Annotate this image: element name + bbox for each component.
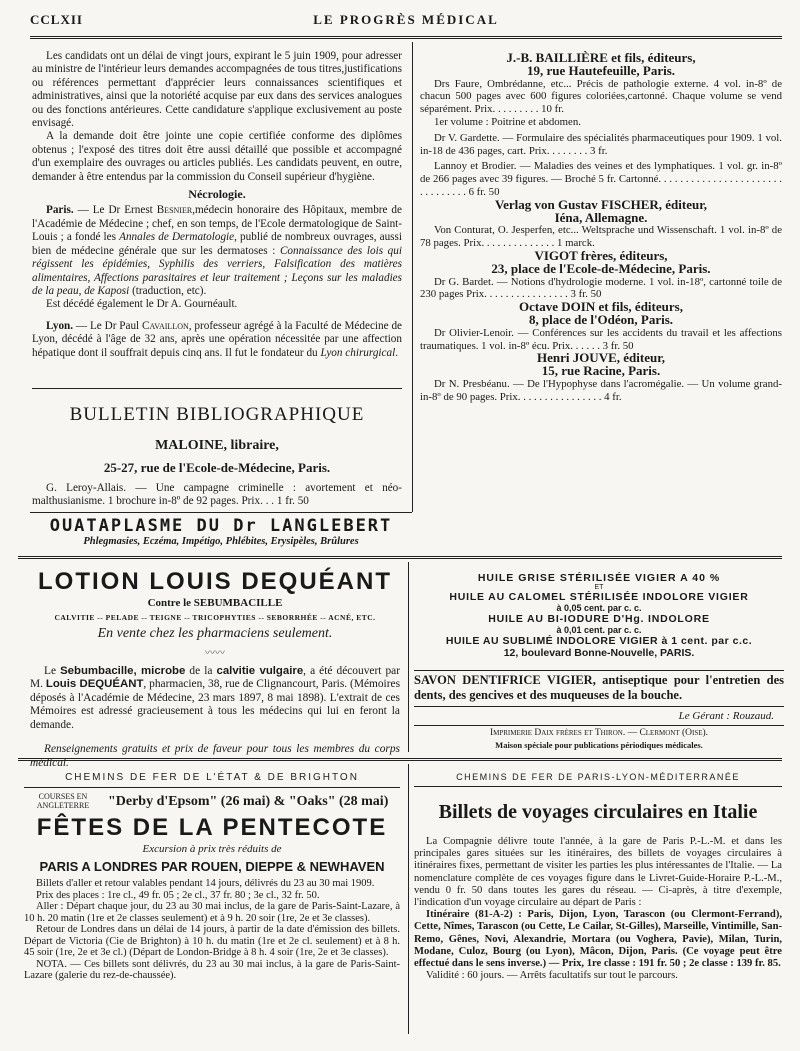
maloine-publisher: MALOINE, libraire, <box>155 438 279 453</box>
vigier-sublime: HUILE AU SUBLIMÉ INDOLORE VIGIER à 1 cent. par c.c. <box>445 635 753 647</box>
vigier-et: ET <box>594 584 604 591</box>
ouataplasme-title: OUATAPLASME DU Dr LANGLEBERT <box>49 516 393 536</box>
etat-brighton-ad <box>24 772 400 982</box>
plm-ad <box>414 772 782 982</box>
fetes-title: FÊTES DE LA PENTECOTE <box>36 814 388 841</box>
doin-address: 8, place de l'Odéon, Paris. <box>528 311 674 327</box>
paris-obituary: Paris. — Le Dr Ernest Besnier,médecin honoraire des Hôpitaux, membre de l'Académie de Médecine ; chef, en son temps, de l'Ecole dermatologique de Saint-Louis ; a fondé les Annales de Dermatologie, publié de nombreux ouvrages, aussi bien de médecine générale que sur les dermatoses : Connaissance des lois qui régissent les épidémies, Syphilis des verriers, Falsification des matières alimentaires, Affections parasitaires et leur traitement ; Leçons sur les maladies de la peau, de Kaposi (traduction, etc). <box>32 204 403 297</box>
lotion-title: LOTION LOUIS DEQUÉANT <box>38 568 392 595</box>
right-column <box>420 52 782 404</box>
plm-railway-title: CHEMINS DE FER DE PARIS-LYON-MÉDITERRANÉE <box>456 772 740 782</box>
etat-railway-title: CHEMINS DE FER DE L'ÉTAT & DE BRIGHTON <box>65 772 359 783</box>
lyon-obituary: Lyon. — Le Dr Paul Cavaillon, professeur agrégé à la Faculté de Médecine de Lyon, décédé à l'âge de 32 ans, après une opération nécessitée par une affection hépatique dont il souffrait depuis cinq ans. Il fut le fondateur du Lyon chirurgical. <box>32 319 402 359</box>
column-divider-top <box>412 42 413 512</box>
maloine-address: 25-27, rue de l'Ecole-de-Médecine, Paris. <box>103 460 331 475</box>
vigier-ad <box>414 572 784 659</box>
lotion-body: Le Sebumbacille, microbe de la calvitie vulgaire, a été découvert par M. Louis DEQUÉANT, pharmacien, 38, rue de Clignancourt, Paris. (Mémoires déposés à l'Académie de Médecine, 23 mars 1897, 8 mai 1898). L'extrait de ces Mémoires est adressé gracieusement à tous les médecins qui lui en feront la demande. <box>30 665 400 731</box>
candidates-paragraph: Les candidats ont un délai de vingt jours, expirant le 5 juin 1909, pour adresser au ministre de l'intérieur leurs demandes accompagnées de tous titres,justifications ou références permettant d'apprécier leurs connaissances scientifiques et administratives, ainsi que la notoriété acquise par eux dans des services analogues ou des fonctions antérieures. Cette candidature s'applique exclusivement au poste envisagé. <box>32 50 402 130</box>
entry-gardette: Dr V. Gardette. — Formulaire des spécialités pharmaceutiques pour 1909. 1 vol. in-18 de 436 pages, cart. Prix. . . . . . . . 3 fr. <box>420 131 782 157</box>
entry-olivier-lenoir: Dr Olivier-Lenoir. — Conférences sur les accidents du travail et les affections traumatiques. 1 vol. in-8º écu. Prix. . . . . . 3 fr. 50 <box>420 326 782 352</box>
vigot-publisher: VIGOT frères, éditeurs, <box>534 247 668 263</box>
lotion-contre: Contre le SEBUMBACILLE <box>147 597 283 609</box>
vigier-huile-grise: HUILE GRISE STÉRILISÉE VIGIER A 40 % <box>477 572 721 584</box>
entry-lannoy: Lannoy et Brodier. — Maladies des veines et des lymphatiques. 1 vol. gr. in-8º de 266 pages avec 39 figures. — Broché 5 fr. Cartonné. . . . . . . . . . . . . . . . . . . . . . . . . . . . . . . . 6 fr. 50 <box>420 160 782 198</box>
railway-separator-rule <box>18 758 782 761</box>
demand-paragraph: A la demande doit être jointe une copie certifiée conforme des diplômes obtenus ; l'exposé des titres doit être aussi détaillé que possible et accompagné d'un exemplaire des ouvrages ou articles publiés. Les candidats peuvent, en outre, demander à être entendus par la commission du Conseil supérieur d'hygiène. <box>32 130 402 183</box>
excursion-line: Excursion à prix très réduits de <box>142 843 282 855</box>
journal-title: LE PROGRÈS MÉDICAL <box>313 12 499 27</box>
header-rule <box>30 36 782 39</box>
entry-conturat: Von Conturat, O. Jesperfen, etc... Weltsprache und Wissenschaft. 1 vol. in-8º de 78 pages. Prix. . . . . . . . . . . . . . 1 marck. <box>420 224 782 250</box>
lotion-vente: En vente chez les pharmaciens seulement. <box>97 626 333 641</box>
maloine-entry: G. Leroy-Allais. — Une campagne criminelle : avortement et néo-malthusianisme. 1 brochure in-8º de 92 pages. Prix. . . 1 fr. 50 <box>32 482 402 508</box>
lotion-ad <box>30 568 400 770</box>
necrology-heading: Nécrologie. <box>188 187 246 202</box>
gourneault-notice: Est décédé également le Dr A. Gournéault. <box>46 298 238 311</box>
gerant-rule <box>414 725 784 726</box>
doin-publisher: Octave DOIN et fils, éditeurs, <box>519 299 683 315</box>
bulletin-heading: BULLETIN BIBLIOGRAPHIQUE <box>69 404 365 425</box>
bailliere-publisher: J.-B. BAILLIÈRE et fils, éditeurs, <box>506 50 696 65</box>
vigier-biiodure: HUILE AU BI-IODURE D'Hg. INDOLORE <box>488 613 710 625</box>
entry-faure: Drs Faure, Ombrédanne, etc... Précis de pathologie externe. 4 vol. in-8º de chacun 500 pages avec 600 figures coloriées,cartonné. Chaque volume se vend séparément. Prix. . . . . . . . . 10 fr. <box>420 77 782 116</box>
imprimerie-line: Imprimerie Daix frères et Thiron. — Clermont (Oise). <box>489 728 709 738</box>
entry-faure-vol1: 1er volume : Poitrine et abdomen. <box>434 115 581 128</box>
bailliere-address: 19, rue Hautefeuille, Paris. <box>526 62 676 78</box>
courses-label: COURSES EN ANGLETERRE <box>36 792 90 810</box>
vigier-address: 12, boulevard Bonne-Nouvelle, PARIS. <box>503 647 695 659</box>
etat-body: Billets d'aller et retour valables pendant 14 jours, délivrés du 23 au 30 mai 1909. Prix des places : 1re cl., 49 fr. 05 ; 2e cl., 37 fr. 80 ; 3e cl., 32 fr. 50. Aller : Départ chaque jour, du 23 au 30 mai inclus, de la gare de Paris-Saint-Lazare, à 10 h. 20 matin (1re et 2e classes seulement) et à 9 h. 20 soir (1re, 2e et 3e classes). Retour de Londres dans un délai de 14 jours, à partir de la date d'émission des billets. Départ de Victoria (Cie de Brighton) à 10 h. du matin (1re et 2e cl. seulement) et à 8 h. 45 soir (1re, 2e et 3e cl.) (Départ de London-Bridge à 8 h. 4 soir (1re, 2e et 3e classes). NOTA. — Ces billets sont délivrés, du 23 au 30 mai inclus, à la gare de Paris-Saint-Lazare (galerie du rez-de-chaussée). <box>24 878 400 981</box>
ad-separator-rule <box>18 556 782 559</box>
jouve-publisher: Henri JOUVE, éditeur, <box>536 350 666 366</box>
lotion-conditions: CALVITIE -- PELADE -- TEIGNE -- TRICOPHYTIES -- SEBORRHÉE -- ACNÉ, ETC. <box>54 613 376 622</box>
jouve-address: 15, rue Racine, Paris. <box>541 363 661 379</box>
vigot-address: 23, place de l'Ecole-de-Médecine, Paris. <box>491 260 711 276</box>
savon-vigier: SAVON DENTIFRICE VIGIER, antiseptique pour l'entretien des dents, des gencives et des muqueuses de la bouche. <box>414 673 784 702</box>
fischer-address: Iéna, Allemagne. <box>554 209 648 225</box>
column-divider-ads <box>408 562 409 752</box>
plm-title: Billets de voyages circulaires en Italie <box>438 801 758 823</box>
plm-body: La Compagnie délivre toute l'année, à la gare de Paris P.-L.-M. et dans les principales gares situées sur les itinéraires, des billets de voyages circulaires à itinéraires fixes, permettant de visiter les parties les plus intéressantes de l'Italie. — La nomenclature complète de ces voyages figure dans le Livret-Guide-Horaire P.-L.-M., vendu 0 fr. 50 dans toutes les gares du réseau. — Ci-après, à titre d'exemple, l'indication d'un voyage circulaire au départ de Paris : Itinéraire (81-A-2) : Paris, Dijon, Lyon, Tarascon (ou Clermont-Ferrand), Cette, Nîmes, Tarascon (ou Cette, Le Cailar, St-Gilles), Marseille, Vintimille, San-Remo, Gênes, Novi, Alexandrie, Mortara (ou Voghera, Pavie), Milan, Turin, Modane, Culoz, Bourg (ou Lyon), Mâcon, Dijon, Paris. (Ce voyage peut être effectué dans le sens inverse.) — Prix, 1re classe : 191 fr. 50 ; 2e classe : 139 fr. 85. Validité : 60 jours. — Arrêts facultatifs sur tout le parcours. <box>414 836 782 982</box>
fischer-publisher: Verlag von Gustav FISCHER, éditeur, <box>494 196 708 212</box>
entry-bardet: Dr G. Bardet. — Notions d'hydrologie moderne. 1 vol. in-18º, cartonné toile de 230 pages Prix. . . . . . . . . . . . . . . . 3 fr. 50 <box>420 275 782 301</box>
gerant-line: Le Gérant : Rouzaud. <box>678 710 774 722</box>
ornament-icon: 〰〰 <box>205 648 225 659</box>
entry-presbeanu: Dr N. Presbéanu. — De l'Hypophyse dans l'acromégalie. — Un volume grand-in-8º de 90 pages. Prix. . . . . . . . . . . . . . . . 4 fr. <box>420 377 782 403</box>
vigier-biiodure-dose: à 0,01 cent. par c. c. <box>556 625 642 635</box>
vigier-calomel: HUILE AU CALOMEL STÉRILISÉE INDOLORE VIGIER <box>449 591 749 603</box>
left-column <box>32 50 402 360</box>
paris-londres-line: PARIS A LONDRES PAR ROUEN, DIEPPE & NEWHAVEN <box>39 859 385 874</box>
imprimerie-subline: Maison spéciale pour publications périodiques médicales. <box>495 740 703 750</box>
page-header <box>30 12 782 32</box>
vigier-rule <box>414 670 784 671</box>
vigier-calomel-dose: à 0,05 cent. par c. c. <box>556 603 642 613</box>
lotion-renseignements: Renseignements gratuits et prix de faveur pour tous les membres du corps médical. <box>30 743 400 769</box>
column-divider-railway <box>408 764 409 1034</box>
ouataplasme-rule-top <box>30 512 412 513</box>
savon-rule <box>414 706 784 707</box>
ouataplasme-subtitle: Phlegmasies, Eczéma, Impétigo, Phlébites, Erysipèles, Brûlures <box>83 536 359 547</box>
page-number: CCLXII <box>30 12 83 27</box>
bulletin-rule <box>32 388 402 389</box>
derby-line: "Derby d'Epsom" (26 mai) & "Oaks" (28 mai) <box>108 794 389 809</box>
